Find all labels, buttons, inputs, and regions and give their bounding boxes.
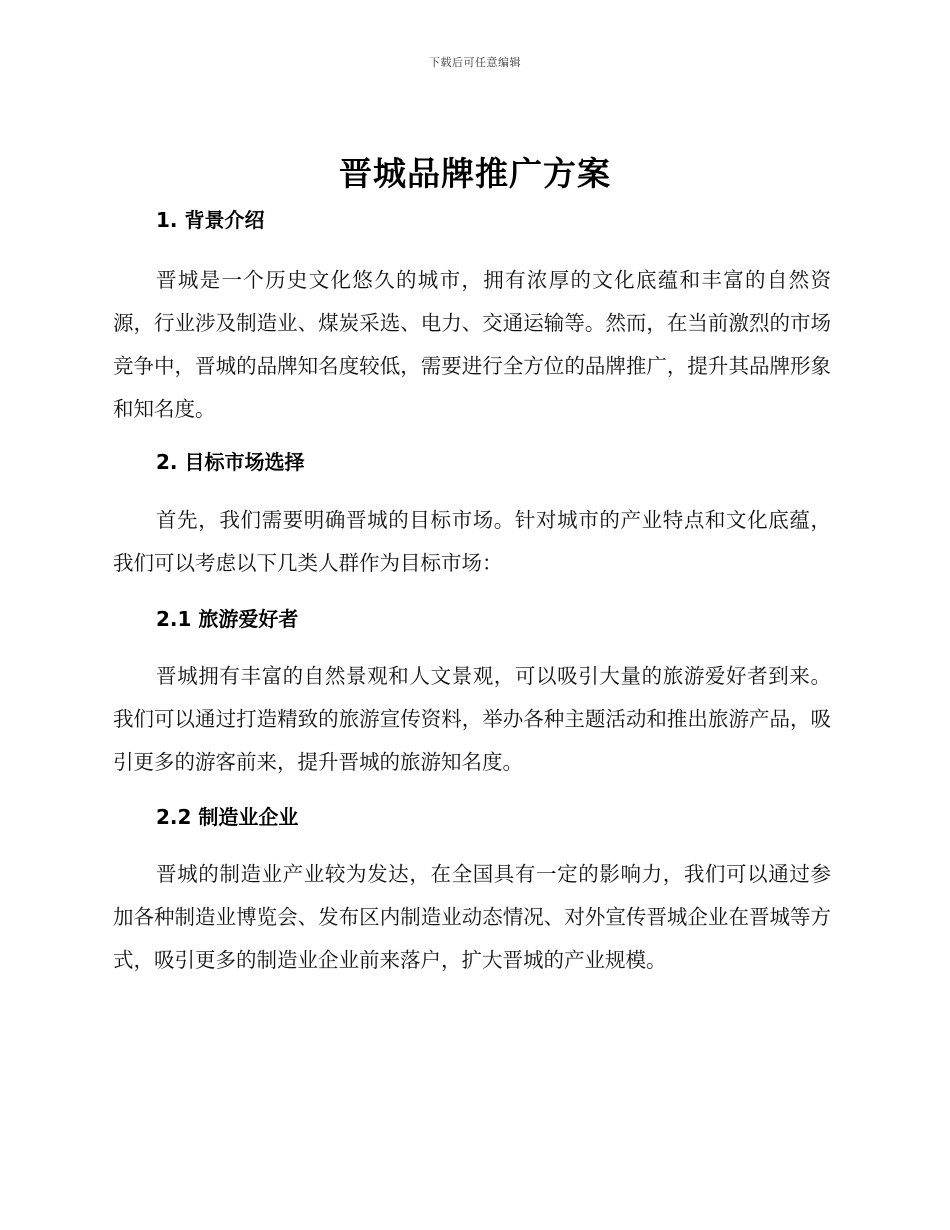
section-heading-background: 1. 背景介绍: [156, 208, 265, 232]
section-heading-manufacturing: 2.2 制造业企业: [156, 805, 299, 829]
section-paragraph-target-market: 首先，我们需要明确晋城的目标市场。针对城市的产业特点和文化底蕴，我们可以考虑以下几类人群作为目标市场：: [113, 508, 831, 575]
document-body: [113, 204, 831, 982]
section-heading-target-market: 2. 目标市场选择: [156, 450, 305, 474]
section-paragraph-manufacturing: 晋城的制造业产业较为发达，在全国具有一定的影响力，我们可以通过参加各种制造业博览会、发布区内制造业动态情况、对外宣传晋城企业在晋城等方式，吸引更多的制造业企业前来落户，扩大晋城的产业规模。: [113, 862, 831, 972]
section-heading-tourism: 2.1 旅游爱好者: [156, 607, 299, 631]
page-header-note: 下载后可任意编辑: [429, 56, 521, 69]
document-title: 晋城品牌推广方案: [339, 154, 611, 193]
section-paragraph-tourism: 晋城拥有丰富的自然景观和人文景观，可以吸引大量的旅游爱好者到来。我们可以通过打造精致的旅游宣传资料，举办各种主题活动和推出旅游产品，吸引更多的游客前来，提升晋城的旅游知名度。: [113, 664, 831, 774]
section-paragraph-background: 晋城是一个历史文化悠久的城市，拥有浓厚的文化底蕴和丰富的自然资源，行业涉及制造业、煤炭采选、电力、交通运输等。然而，在当前激烈的市场竞争中，晋城的品牌知名度较低，需要进行全方位的品牌推广，提升其品牌形象和知名度。: [113, 268, 831, 421]
